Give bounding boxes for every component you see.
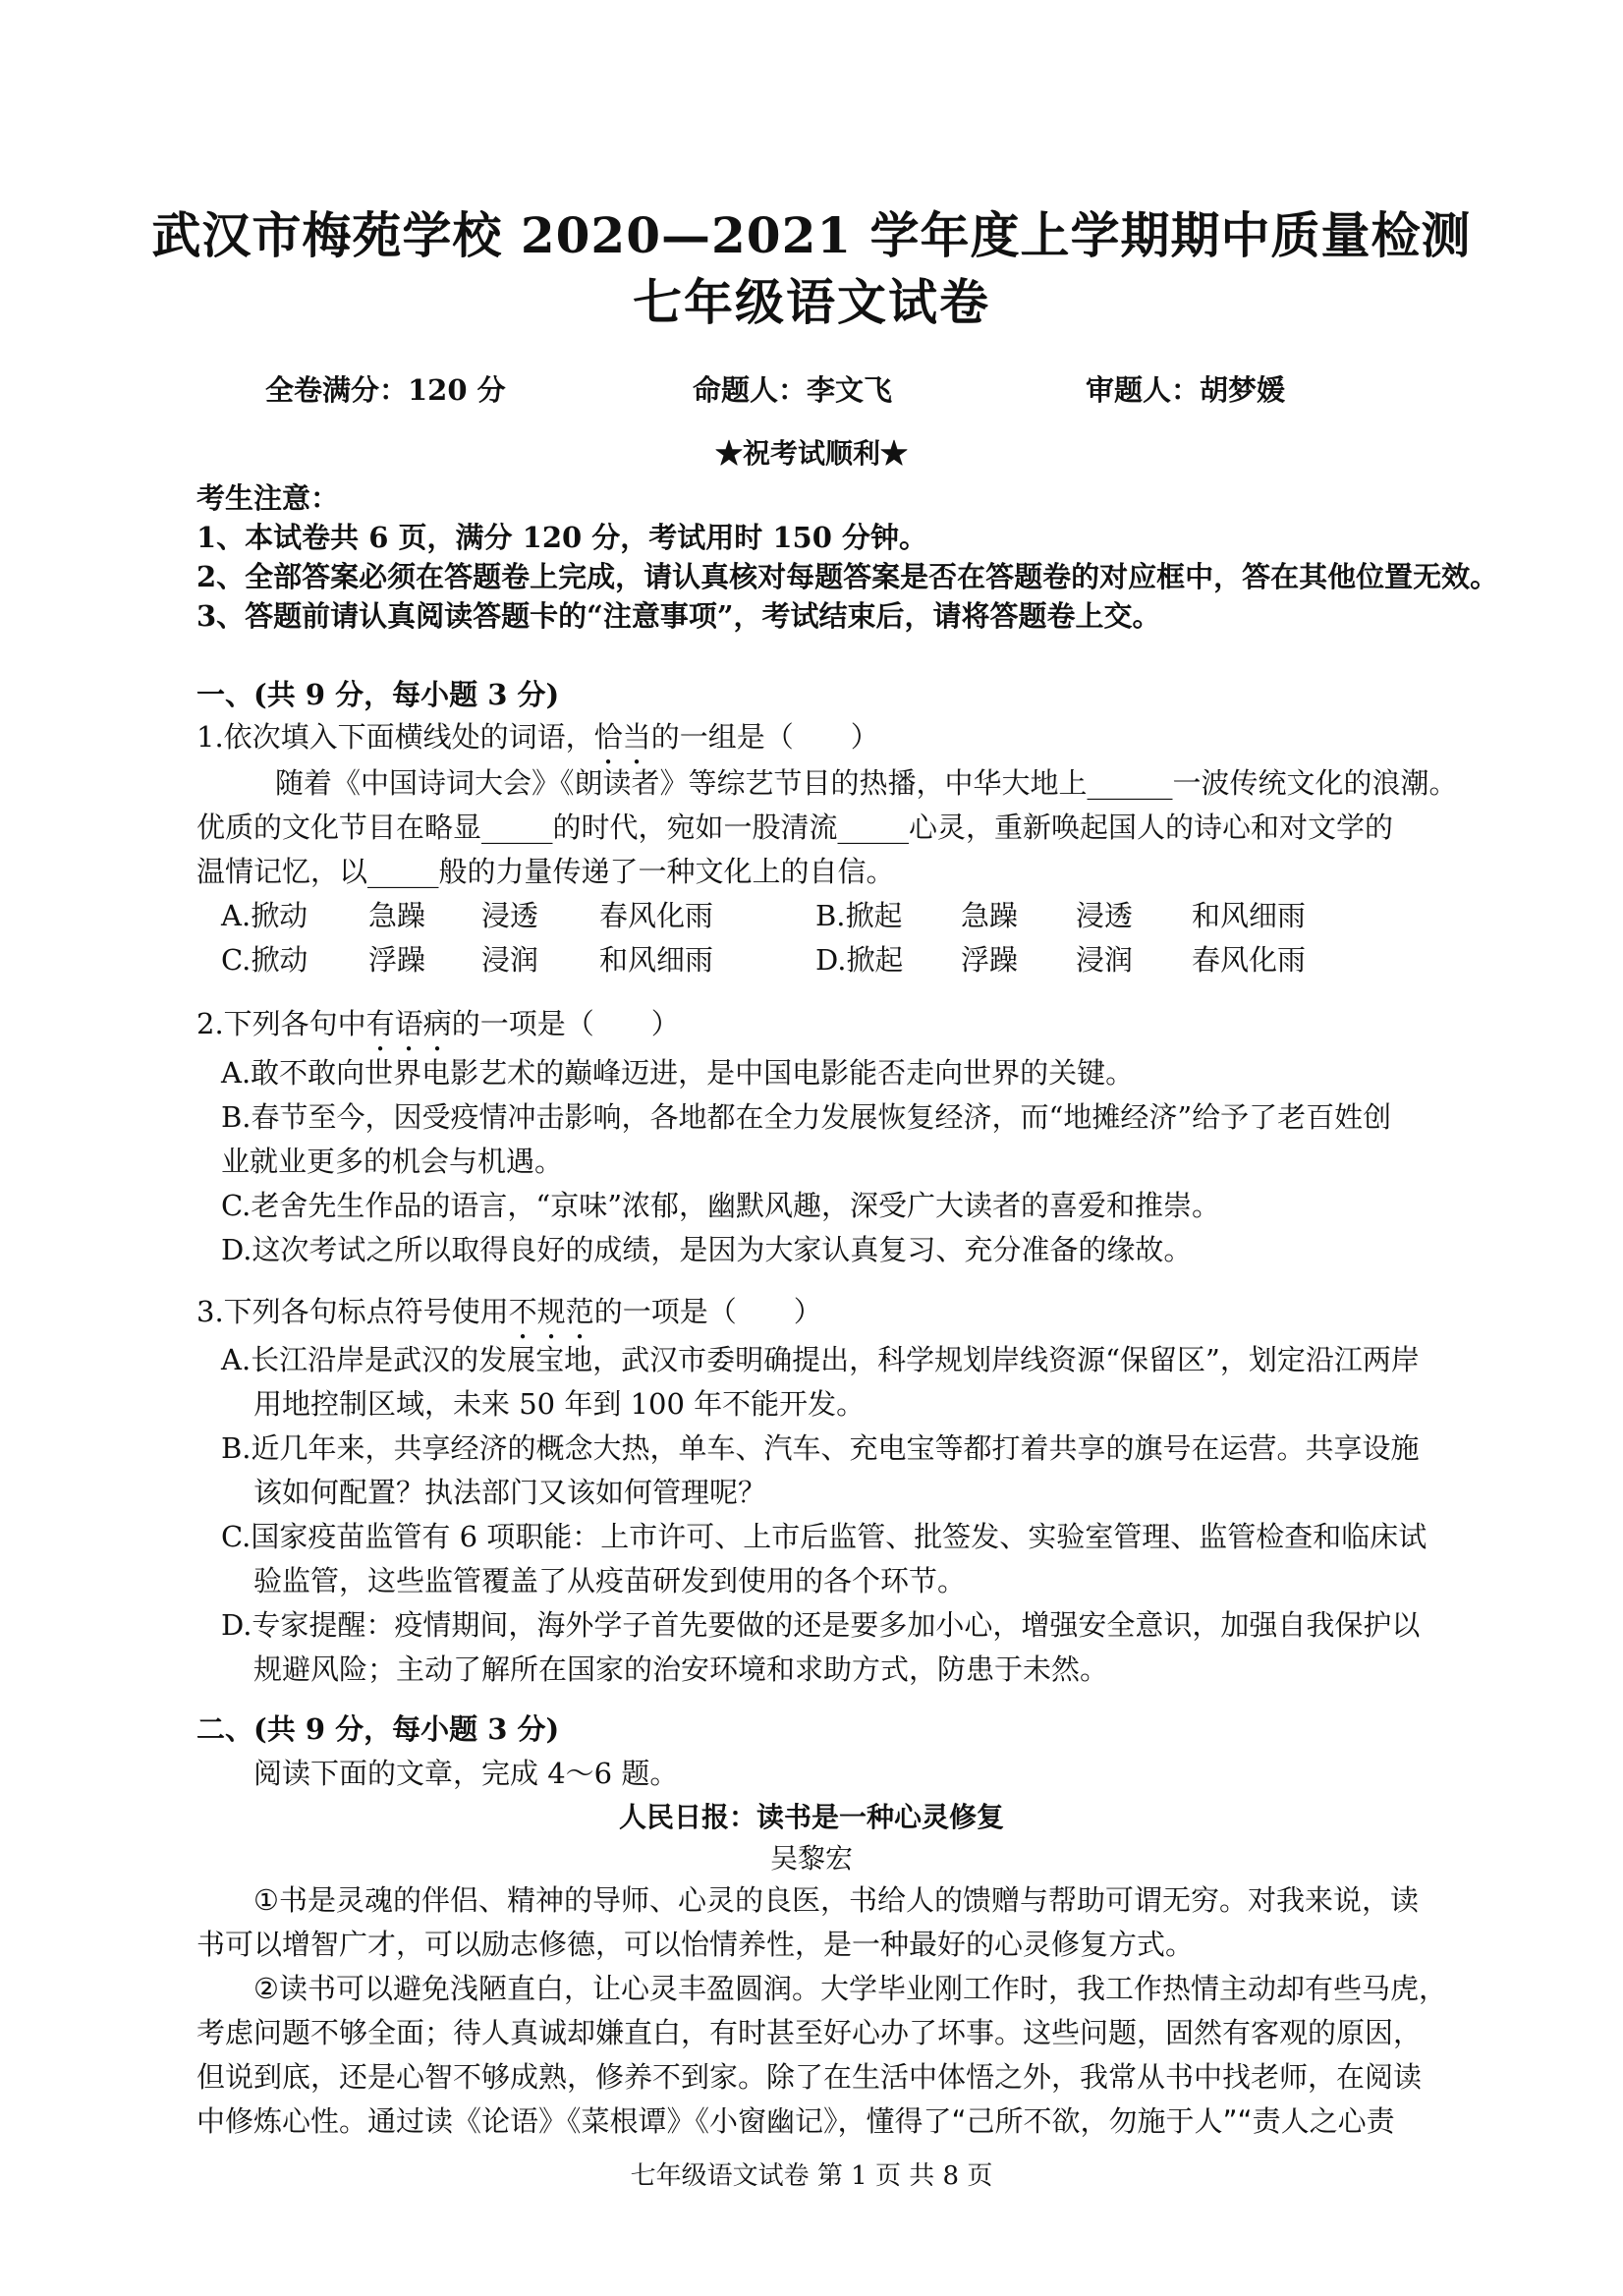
question-2-option: B.春节至今，因受疫情冲击影响，各地都在全力发展恢复经济，而“地摊经济”给予了老百姓创 (221, 1100, 1392, 1134)
question-3-option: 该如何配置？执法部门又该如何管理呢？ (253, 1476, 767, 1509)
option-b-word3: 浸透 (1076, 899, 1134, 932)
question-1-stem: 1.依次填入下面横线处的词语，恰当的一组是（ ） (196, 720, 879, 754)
blessing: ★祝考试顺利★ (714, 437, 908, 470)
emphasis-text: 恰当 (593, 720, 651, 754)
section2-heading: 二、(共 9 分，每小题 3 分) (196, 1712, 560, 1746)
option-a-word3: 浸透 (481, 899, 539, 932)
notice-item: 3、答题前请认真阅读答题卡的“注意事项”，考试结束后，请将答题卷上交。 (196, 599, 1161, 633)
question-3-stem: 3.下列各句标点符号使用不规范的一项是（ ） (196, 1295, 822, 1328)
question-1-passage: 随着《中国诗词大会》《朗读者》等综艺节目的热播，中华大地上______一波传统文化的浪潮。 (275, 766, 1458, 800)
question-3-option: D.专家提醒：疫情期间，海外学子首先要做的还是要多加小心，增强安全意识，加强自我保护以 (221, 1608, 1421, 1642)
exam-subtitle: 七年级语文试卷 (633, 273, 990, 331)
notice-item: 1、本试卷共 6 页，满分 120 分，考试用时 150 分钟。 (196, 521, 928, 554)
notice-heading: 考生注意： (196, 481, 340, 515)
section2-instruction: 阅读下面的文章，完成 4～6 题。 (253, 1757, 679, 1790)
question-3-option: 验监管，这些监管覆盖了从疫苗研发到使用的各个环节。 (253, 1564, 967, 1597)
page-footer: 七年级语文试卷 第 1 页 共 8 页 (630, 2161, 993, 2191)
emphasis-text: 有语病 (365, 1007, 452, 1040)
question-1-passage: 优质的文化节目在略显_____的时代，宛如一股清流_____心灵，重新唤起国人的诗心和对文学的 (196, 811, 1394, 844)
article-paragraph: 考虑问题不够全面；待人真诚却嫌直白，有时甚至好心办了坏事。这些问题，固然有客观的原因， (196, 2016, 1423, 2049)
question-3-option: B.近几年来，共享经济的概念大热，单车、汽车、充电宝等都打着共享的旗号在运营。共享设施 (221, 1431, 1420, 1465)
exam-title: 武汉市梅苑学校 2020—2021 学年度上学期期中质量检测 (151, 206, 1472, 264)
question-3-option: 用地控制区域，未来 50 年到 100 年不能开发。 (253, 1387, 866, 1421)
article-paragraph: 书可以增智广才，可以励志修德，可以怡情养性，是一种最好的心灵修复方式。 (196, 1928, 1195, 1961)
option-c-word3: 浸润 (481, 943, 539, 977)
question-3-option: 规避风险；主动了解所在国家的治安环境和求助方式，防患于未然。 (253, 1652, 1109, 1686)
question-2-option: A.敢不敢向世界电影艺术的巅峰迈进，是中国电影能否走向世界的关键。 (221, 1056, 1135, 1090)
question-2-option: C.老舍先生作品的语言，“京味”浓郁，幽默风趣，深受广大读者的喜爱和推崇。 (221, 1189, 1221, 1222)
question-1-passage: 温情记忆，以_____般的力量传递了一种文化上的自信。 (196, 855, 895, 888)
option-b-word2: 急躁 (961, 899, 1019, 932)
question-3-option: A.长江沿岸是武汉的发展宝地，武汉市委明确提出，科学规划岸线资源“保留区”，划定沿江两岸 (221, 1343, 1420, 1376)
option-d-word3: 浸润 (1076, 943, 1134, 977)
option-c-word2: 浮躁 (368, 943, 426, 977)
option-c-word4: 和风细雨 (599, 943, 714, 977)
option-d-word4: 春风化雨 (1192, 943, 1307, 977)
exam-reviewer: 审题人：胡梦媛 (1086, 373, 1286, 407)
exam-author: 命题人：李文飞 (693, 373, 893, 407)
option-b-word1: B.掀起 (815, 899, 903, 932)
article-title: 人民日报：读书是一种心灵修复 (618, 1801, 1004, 1833)
option-d-word1: D.掀起 (815, 943, 904, 977)
question-2-option: 业就业更多的机会与机遇。 (221, 1145, 564, 1178)
option-a-word4: 春风化雨 (599, 899, 714, 932)
section1-heading: 一、(共 9 分，每小题 3 分) (196, 678, 560, 711)
emphasis-text: 不规范 (508, 1295, 594, 1328)
article-paragraph: 但说到底，还是心智不够成熟，修养不到家。除了在生活中体悟之外，我常从书中找老师，在阅读 (196, 2060, 1423, 2094)
question-2-option: D.这次考试之所以取得良好的成绩，是因为大家认真复习、充分准备的缘故。 (221, 1233, 1193, 1266)
article-author: 吴黎宏 (769, 1842, 853, 1875)
option-a-word1: A.掀动 (221, 899, 308, 932)
option-a-word2: 急躁 (368, 899, 426, 932)
question-2-stem: 2.下列各句中有语病的一项是（ ） (196, 1007, 680, 1040)
option-b-word4: 和风细雨 (1192, 899, 1307, 932)
article-paragraph: ①书是灵魂的伴侣、精神的导师、心灵的良医，书给人的馈赠与帮助可谓无穷。对我来说，读 (253, 1883, 1419, 1917)
full-score: 全卷满分：120 分 (265, 373, 506, 407)
option-c-word1: C.掀动 (221, 943, 308, 977)
notice-item: 2、全部答案必须在答题卷上完成，请认真核对每题答案是否在答题卷的对应框中，答在其他位置无效。 (196, 560, 1499, 593)
option-d-word2: 浮躁 (961, 943, 1019, 977)
article-paragraph: ②读书可以避免浅陋直白，让心灵丰盈圆润。大学毕业刚工作时，我工作热情主动却有些马虎， (253, 1972, 1447, 2005)
article-paragraph: 中修炼心性。通过读《论语》《菜根谭》《小窗幽记》，懂得了“己所不欲，勿施于人”“责人之心责 (196, 2104, 1395, 2138)
question-3-option: C.国家疫苗监管有 6 项职能：上市许可、上市后监管、批签发、实验室管理、监管检查和临床试 (221, 1520, 1427, 1553)
